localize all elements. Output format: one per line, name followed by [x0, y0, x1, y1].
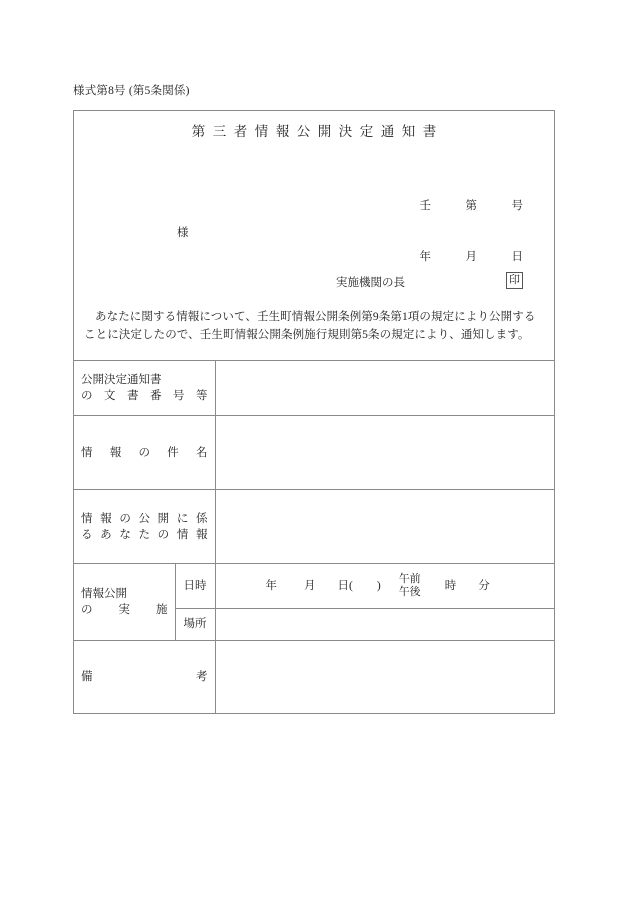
month-label: 月 — [304, 579, 316, 592]
row-value-notice-number[interactable] — [215, 361, 554, 416]
day-close-paren: ) — [376, 579, 381, 592]
row-value-your-information[interactable] — [215, 490, 554, 564]
pm-label: 午後 — [398, 586, 421, 598]
document-header-block — [74, 111, 554, 360]
form-outer-frame — [73, 110, 555, 714]
am-label: 午前 — [398, 573, 421, 585]
row-value-place[interactable] — [215, 609, 554, 641]
body-line-2: ことに決定したので、壬生町情報公開条例施行規則第5条の規定により、通知します。 — [84, 328, 530, 341]
issuing-authority-label: 実施機関の長 — [336, 277, 405, 289]
row-label-line-1: 情報の件名 — [81, 446, 208, 459]
issue-number-line: 壬 第 号 — [419, 200, 523, 212]
row-label-line-2: の実施 — [81, 604, 168, 616]
row-label-notice-number — [74, 361, 215, 416]
day-label: 日( — [337, 579, 353, 592]
body-line-1: あなたに関する情報について、壬生町情報公開条例第9条第1項の規定により公開する — [95, 311, 536, 323]
body-paragraph — [84, 309, 546, 344]
signer-row — [74, 272, 554, 294]
row-value-information-subject[interactable] — [215, 416, 554, 490]
row-label-remarks — [74, 641, 215, 713]
row-label-disclosure-implementation — [74, 564, 175, 641]
row-value-remarks[interactable] — [215, 641, 554, 713]
am-pm-selector[interactable] — [399, 573, 421, 599]
table-row — [74, 641, 554, 713]
row-label-line-1: 情報公開 — [81, 588, 127, 600]
form-fields-table — [74, 360, 554, 713]
hour-label: 時 — [444, 579, 457, 592]
datetime-field-template — [216, 573, 555, 599]
row-label-information-subject — [74, 416, 215, 490]
sub-label-datetime — [175, 564, 215, 609]
addressee-honorific: 様 — [177, 227, 189, 239]
sub-label-text: 場所 — [183, 618, 207, 630]
row-label-line-1: 情報の公開に係 — [81, 512, 208, 525]
table-row — [74, 361, 554, 416]
row-label-your-information — [74, 490, 215, 564]
sub-label-place — [175, 609, 215, 641]
seal-stamp-box: 印 — [506, 272, 523, 289]
table-row — [74, 564, 554, 609]
table-row — [74, 490, 554, 564]
row-label-line-2: るあなたの情報 — [81, 528, 208, 541]
issue-date-line: 年 月 日 — [419, 251, 523, 263]
document-title: 第三者情報公開決定通知書 — [191, 124, 444, 139]
sub-label-text: 日時 — [183, 579, 207, 592]
row-label-line-1: 公開決定通知書 — [81, 374, 162, 386]
row-label-line-2: の文書番号等 — [81, 390, 208, 402]
form-number-label: 様式第8号 (第5条関係) — [73, 85, 190, 97]
row-value-datetime[interactable] — [215, 564, 554, 609]
table-row — [74, 416, 554, 490]
year-label: 年 — [265, 579, 277, 592]
minute-label: 分 — [478, 579, 490, 592]
row-label-line-1: 備考 — [81, 670, 208, 683]
